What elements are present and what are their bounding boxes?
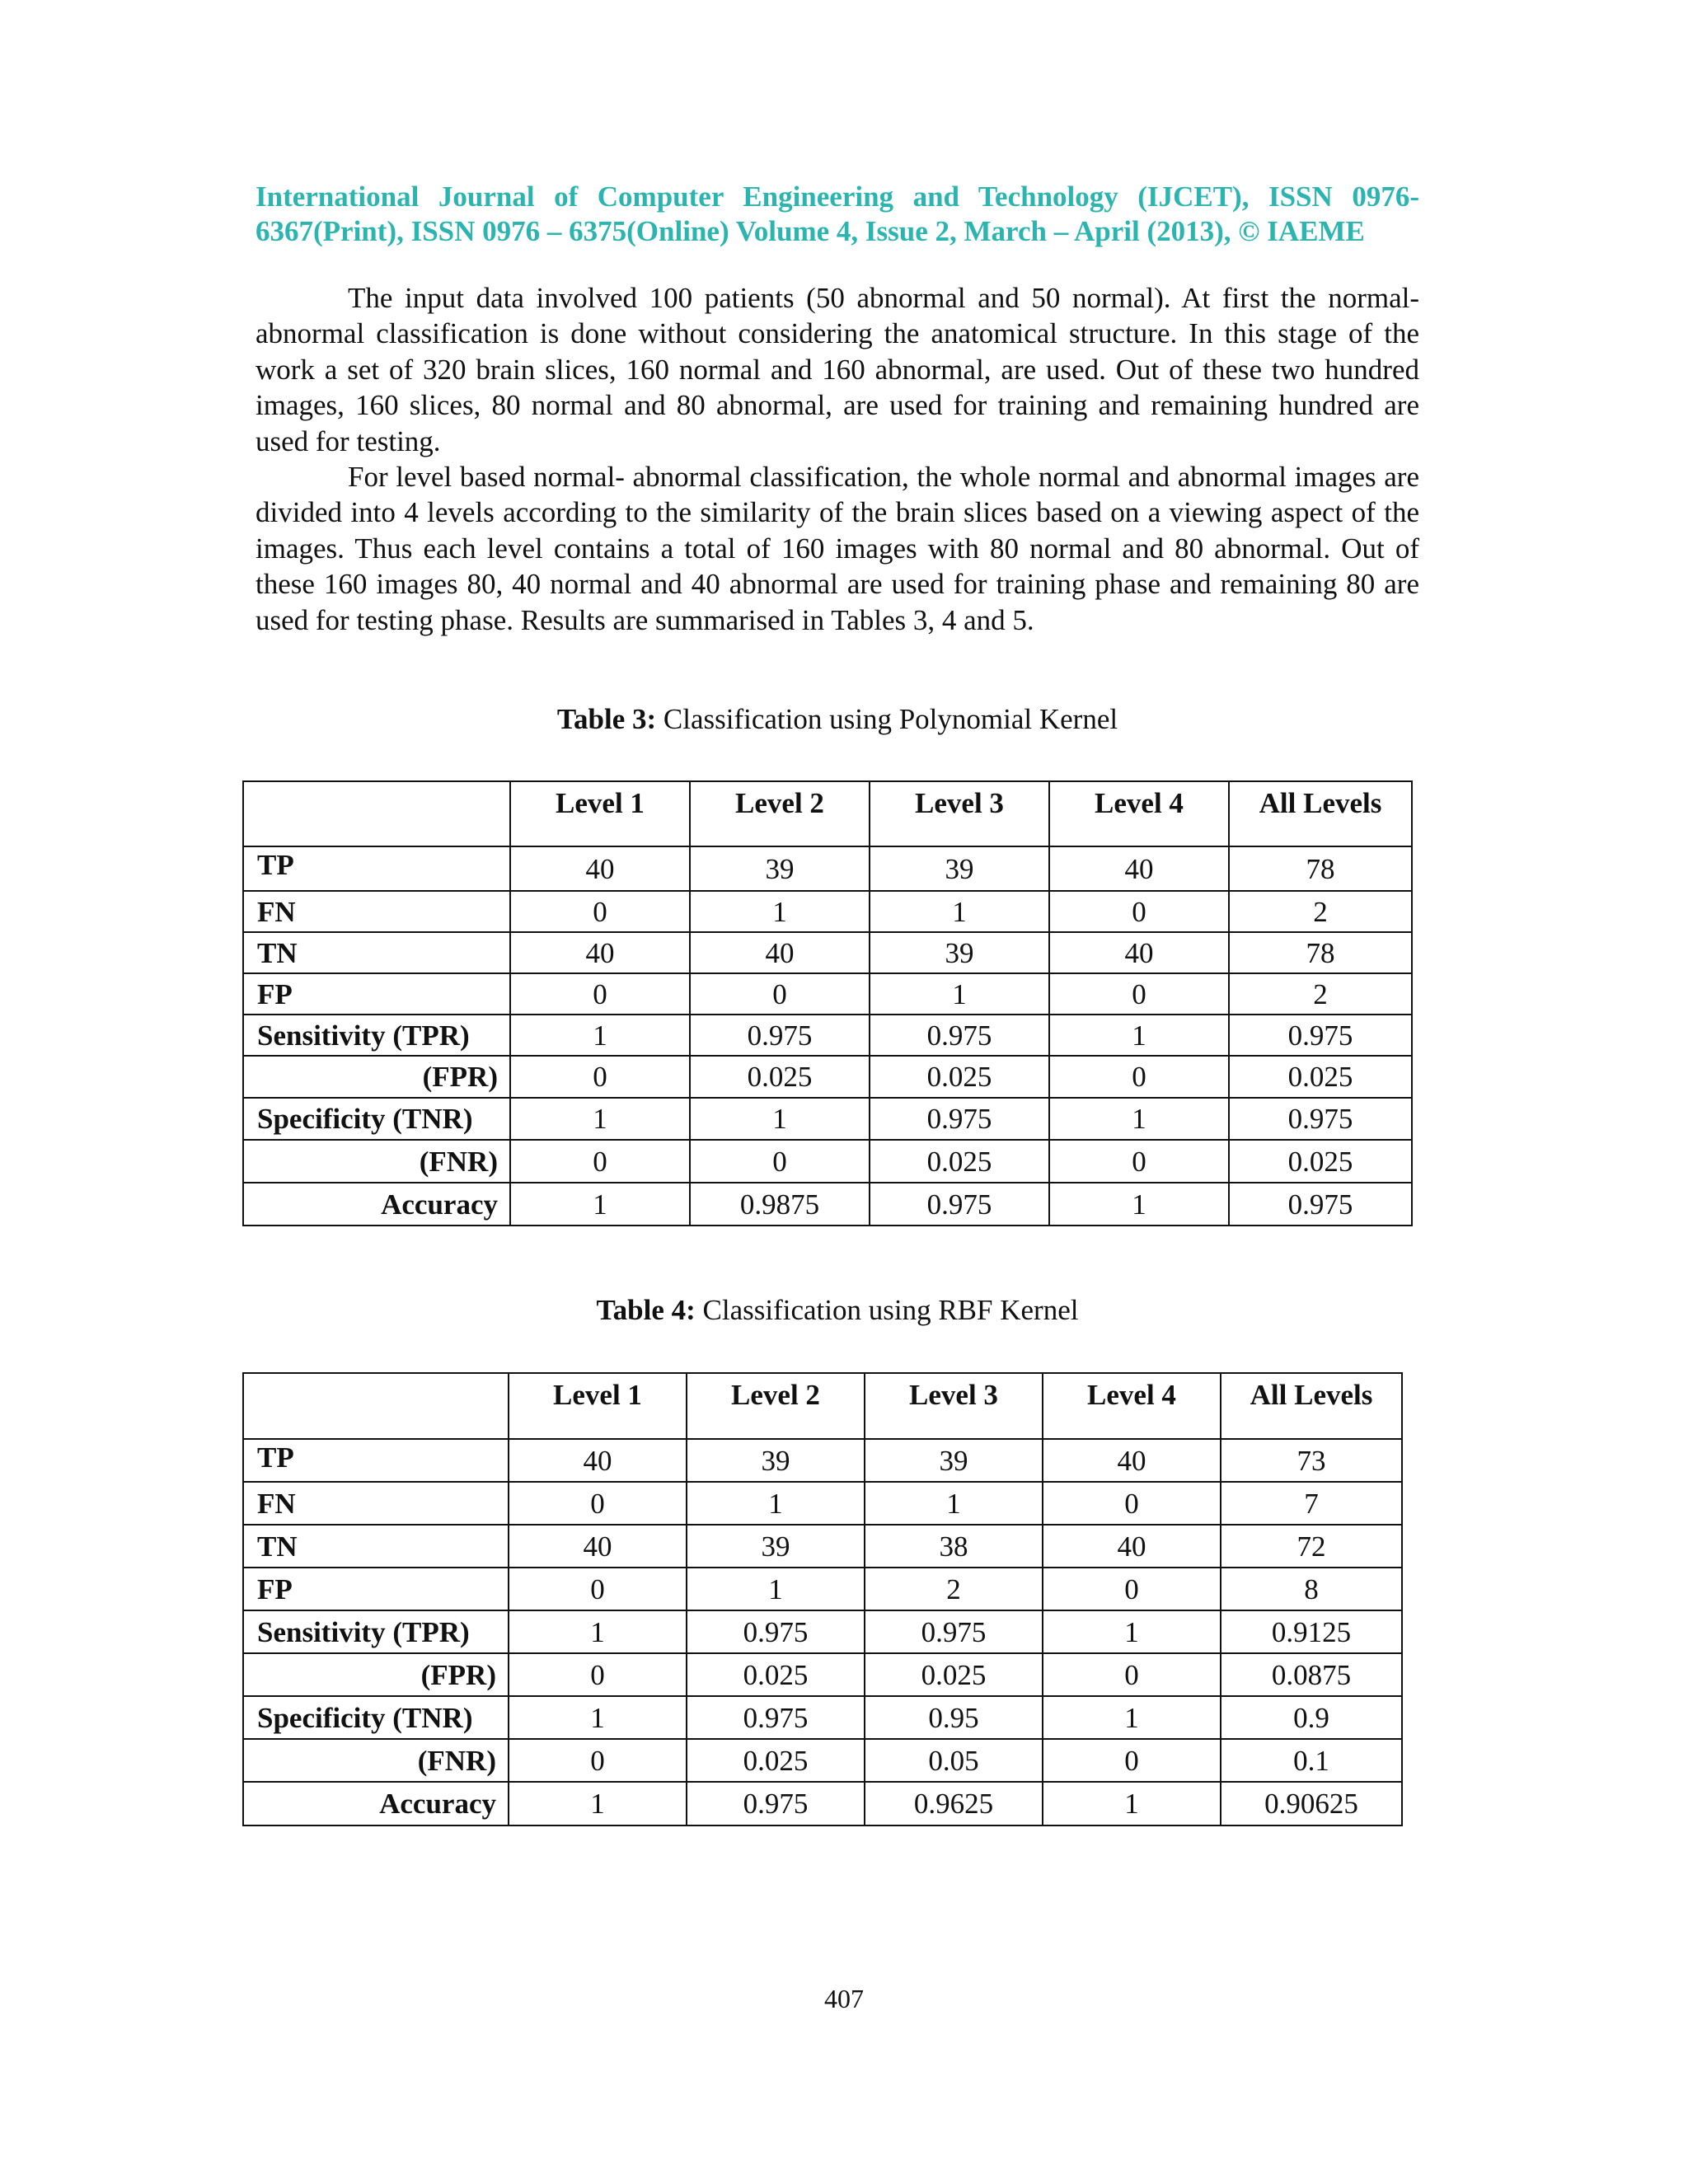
table4-cell: 40	[1043, 1525, 1221, 1568]
table3-cell: 0.025	[870, 1140, 1049, 1183]
table3-cell: 0.025	[1229, 1140, 1412, 1183]
table4-cell: 0.9625	[865, 1782, 1043, 1825]
table4-cell: 0	[509, 1568, 687, 1610]
table4-caption-text: Classification using RBF Kernel	[695, 1294, 1079, 1326]
table4-cell: 0.0875	[1221, 1653, 1402, 1696]
table4-cell: 0	[1043, 1568, 1221, 1610]
table4-cell: 1	[1043, 1782, 1221, 1825]
table3-cell: 0	[690, 1140, 870, 1183]
table-row	[243, 1482, 1402, 1525]
table-row	[243, 1140, 1412, 1183]
table4-row-label: (FPR)	[243, 1653, 509, 1696]
table4-cell: 1	[509, 1782, 687, 1825]
table-row	[243, 1098, 1412, 1140]
table-row	[243, 1782, 1402, 1825]
table4	[242, 1372, 1403, 1826]
table4-cell: 73	[1221, 1439, 1402, 1482]
table-row	[243, 1696, 1402, 1739]
table4-cell: 0.95	[865, 1696, 1043, 1739]
table4-cell: 1	[509, 1610, 687, 1653]
table3-col-header: Level 2	[690, 781, 870, 846]
journal-header-text: International Journal of Computer Engineering and Technology (IJCET), ISSN 0976-6367(Print), ISSN 0976 – 6375(Online) Volume 4, Issue 2, March – April (2013), © IAEME	[256, 180, 1419, 247]
table3-row-label: TN	[243, 932, 510, 973]
table4-row-label: Sensitivity (TPR)	[243, 1610, 509, 1653]
table3-corner-cell	[243, 781, 510, 846]
table3-caption-label: Table 3:	[556, 703, 657, 735]
table4-cell: 39	[865, 1439, 1043, 1482]
table3-cell: 40	[690, 932, 870, 973]
table3-cell: 0	[1049, 1140, 1229, 1183]
table4-row-label: (FNR)	[243, 1739, 509, 1782]
table4-row-label: TP	[243, 1439, 509, 1482]
table4-cell: 0.975	[865, 1610, 1043, 1653]
table3-cell: 0.975	[1229, 1098, 1412, 1140]
table4-cell: 39	[687, 1439, 865, 1482]
table4-cell: 0	[1043, 1653, 1221, 1696]
table4-row-label: Specificity (TNR)	[243, 1696, 509, 1739]
table3-row-label: Specificity (TNR)	[243, 1098, 510, 1140]
table4-cell: 0.05	[865, 1739, 1043, 1782]
table3-cell: 0.975	[870, 1015, 1049, 1056]
table3-cell: 0	[1049, 891, 1229, 932]
table-row	[243, 932, 1412, 973]
table3-row-label: FP	[243, 973, 510, 1015]
table4-header-row	[243, 1373, 1402, 1439]
table3-caption-text: Classification using Polynomial Kernel	[656, 703, 1118, 735]
table3-cell: 39	[690, 846, 870, 891]
table3-cell: 1	[870, 973, 1049, 1015]
table3-cell: 1	[870, 891, 1049, 932]
table4-cell: 1	[687, 1482, 865, 1525]
table3-cell: 1	[1049, 1015, 1229, 1056]
table4-cell: 0	[509, 1653, 687, 1696]
table4-col-header: Level 3	[865, 1373, 1043, 1439]
table-row	[243, 1525, 1402, 1568]
paragraph-1: The input data involved 100 patients (50 abnormal and 50 normal). At first the normal- abnormal classification is done without considering the anatomical structure. In this stage of the work a set of 320 brain slices, 160 normal and 160 abnormal, are used. Out of these two hundred images, 160 slices, 80 normal and 80 abnormal, are used for training and remaining hundred are used for testing.	[256, 282, 1419, 457]
table3-row-label: (FNR)	[243, 1140, 510, 1183]
table3-col-header: Level 4	[1049, 781, 1229, 846]
table3-cell: 1	[1049, 1183, 1229, 1226]
table-row	[243, 1056, 1412, 1098]
table4-cell: 0.9125	[1221, 1610, 1402, 1653]
body-text	[256, 280, 1419, 638]
table3-cell: 0.9875	[690, 1183, 870, 1226]
table4-cell: 7	[1221, 1482, 1402, 1525]
table3-cell: 2	[1229, 891, 1412, 932]
table4-cell: 1	[687, 1568, 865, 1610]
table3-cell: 0	[1049, 1056, 1229, 1098]
table3-cell: 0	[510, 891, 690, 932]
table-row	[243, 1015, 1412, 1056]
table3-cell: 39	[870, 846, 1049, 891]
table3-cell: 78	[1229, 846, 1412, 891]
table4-cell: 0.975	[687, 1610, 865, 1653]
table3-col-header: All Levels	[1229, 781, 1412, 846]
table3-cell: 0.025	[1229, 1056, 1412, 1098]
table3-cell: 0.975	[870, 1098, 1049, 1140]
table4-cell: 0	[509, 1739, 687, 1782]
table3-cell: 1	[510, 1015, 690, 1056]
table-row	[243, 1439, 1402, 1482]
table3-cell: 0	[510, 1056, 690, 1098]
table4-cell: 0	[1043, 1482, 1221, 1525]
table4-col-header: All Levels	[1221, 1373, 1402, 1439]
table3	[242, 780, 1413, 1226]
table3-cell: 39	[870, 932, 1049, 973]
table3-col-header: Level 1	[510, 781, 690, 846]
table4-cell: 72	[1221, 1525, 1402, 1568]
table4-cell: 0.90625	[1221, 1782, 1402, 1825]
table-row	[243, 891, 1412, 932]
table4-row-label: FN	[243, 1482, 509, 1525]
table4-cell: 8	[1221, 1568, 1402, 1610]
table4-row-label: TN	[243, 1525, 509, 1568]
table4-row-label: Accuracy	[243, 1782, 509, 1825]
table4-cell: 0.025	[865, 1653, 1043, 1696]
table4-cell: 38	[865, 1525, 1043, 1568]
table-row	[243, 1653, 1402, 1696]
table4-cell: 0	[509, 1482, 687, 1525]
paragraph-2: For level based normal- abnormal classification, the whole normal and abnormal images are divided into 4 levels according to the similarity of the brain slices based on a viewing aspect of the images. Thus each level contains a total of 160 images with 80 normal and 80 abnormal. Out of these 160 images 80, 40 normal and 40 abnormal are used for training phase and remaining 80 are used for testing phase. Results are summarised in Tables 3, 4 and 5.	[256, 461, 1419, 636]
table3-cell: 40	[510, 846, 690, 891]
table3-cell: 0	[510, 1140, 690, 1183]
table3-row-label: Accuracy	[243, 1183, 510, 1226]
table3-cell: 78	[1229, 932, 1412, 973]
table4-col-header: Level 1	[509, 1373, 687, 1439]
table3-cell: 1	[690, 1098, 870, 1140]
table3-row-label: (FPR)	[243, 1056, 510, 1098]
table4-cell: 0	[1043, 1739, 1221, 1782]
table4-cell: 2	[865, 1568, 1043, 1610]
page-number: 407	[824, 1984, 864, 2013]
table4-col-header: Level 4	[1043, 1373, 1221, 1439]
table3-row-label: Sensitivity (TPR)	[243, 1015, 510, 1056]
table4-col-header: Level 2	[687, 1373, 865, 1439]
table4-cell: 0.975	[687, 1782, 865, 1825]
table4-caption	[256, 1293, 1419, 1328]
table-row	[243, 1183, 1412, 1226]
table4-cell: 0.025	[687, 1653, 865, 1696]
table4-cell: 1	[509, 1696, 687, 1739]
table3-cell: 0.025	[690, 1056, 870, 1098]
table3-cell: 1	[510, 1098, 690, 1140]
table3-col-header: Level 3	[870, 781, 1049, 846]
table3-cell: 0.975	[690, 1015, 870, 1056]
table4-cell: 40	[1043, 1439, 1221, 1482]
table-row	[243, 973, 1412, 1015]
table3-cell: 40	[1049, 932, 1229, 973]
table3-row-label: FN	[243, 891, 510, 932]
table3-cell: 40	[1049, 846, 1229, 891]
table-row	[243, 1739, 1402, 1782]
table-row	[243, 846, 1412, 891]
table3-cell: 0.975	[1229, 1015, 1412, 1056]
table3-cell: 0.975	[870, 1183, 1049, 1226]
table3-cell: 0.975	[1229, 1183, 1412, 1226]
table3-caption	[256, 702, 1419, 737]
table3-cell: 0	[690, 973, 870, 1015]
table3-header-row	[243, 781, 1412, 846]
table3-cell: 0.025	[870, 1056, 1049, 1098]
table4-corner-cell	[243, 1373, 509, 1439]
table-row	[243, 1610, 1402, 1653]
table4-cell: 39	[687, 1525, 865, 1568]
table4-cell: 40	[509, 1439, 687, 1482]
table3-cell: 2	[1229, 973, 1412, 1015]
table3-cell: 0	[1049, 973, 1229, 1015]
table4-cell: 0.975	[687, 1696, 865, 1739]
table4-cell: 1	[865, 1482, 1043, 1525]
table3-row-label: TP	[243, 846, 510, 891]
table3-cell: 1	[690, 891, 870, 932]
table3-cell: 0	[510, 973, 690, 1015]
table4-cell: 0.1	[1221, 1739, 1402, 1782]
table3-cell: 1	[510, 1183, 690, 1226]
table4-cell: 0.9	[1221, 1696, 1402, 1739]
table4-cell: 0.025	[687, 1739, 865, 1782]
table4-cell: 1	[1043, 1610, 1221, 1653]
table3-cell: 1	[1049, 1098, 1229, 1140]
table-row	[243, 1568, 1402, 1610]
table4-cell: 1	[1043, 1696, 1221, 1739]
table4-row-label: FP	[243, 1568, 509, 1610]
table4-cell: 40	[509, 1525, 687, 1568]
table4-caption-label: Table 4:	[596, 1294, 696, 1326]
table3-cell: 40	[510, 932, 690, 973]
